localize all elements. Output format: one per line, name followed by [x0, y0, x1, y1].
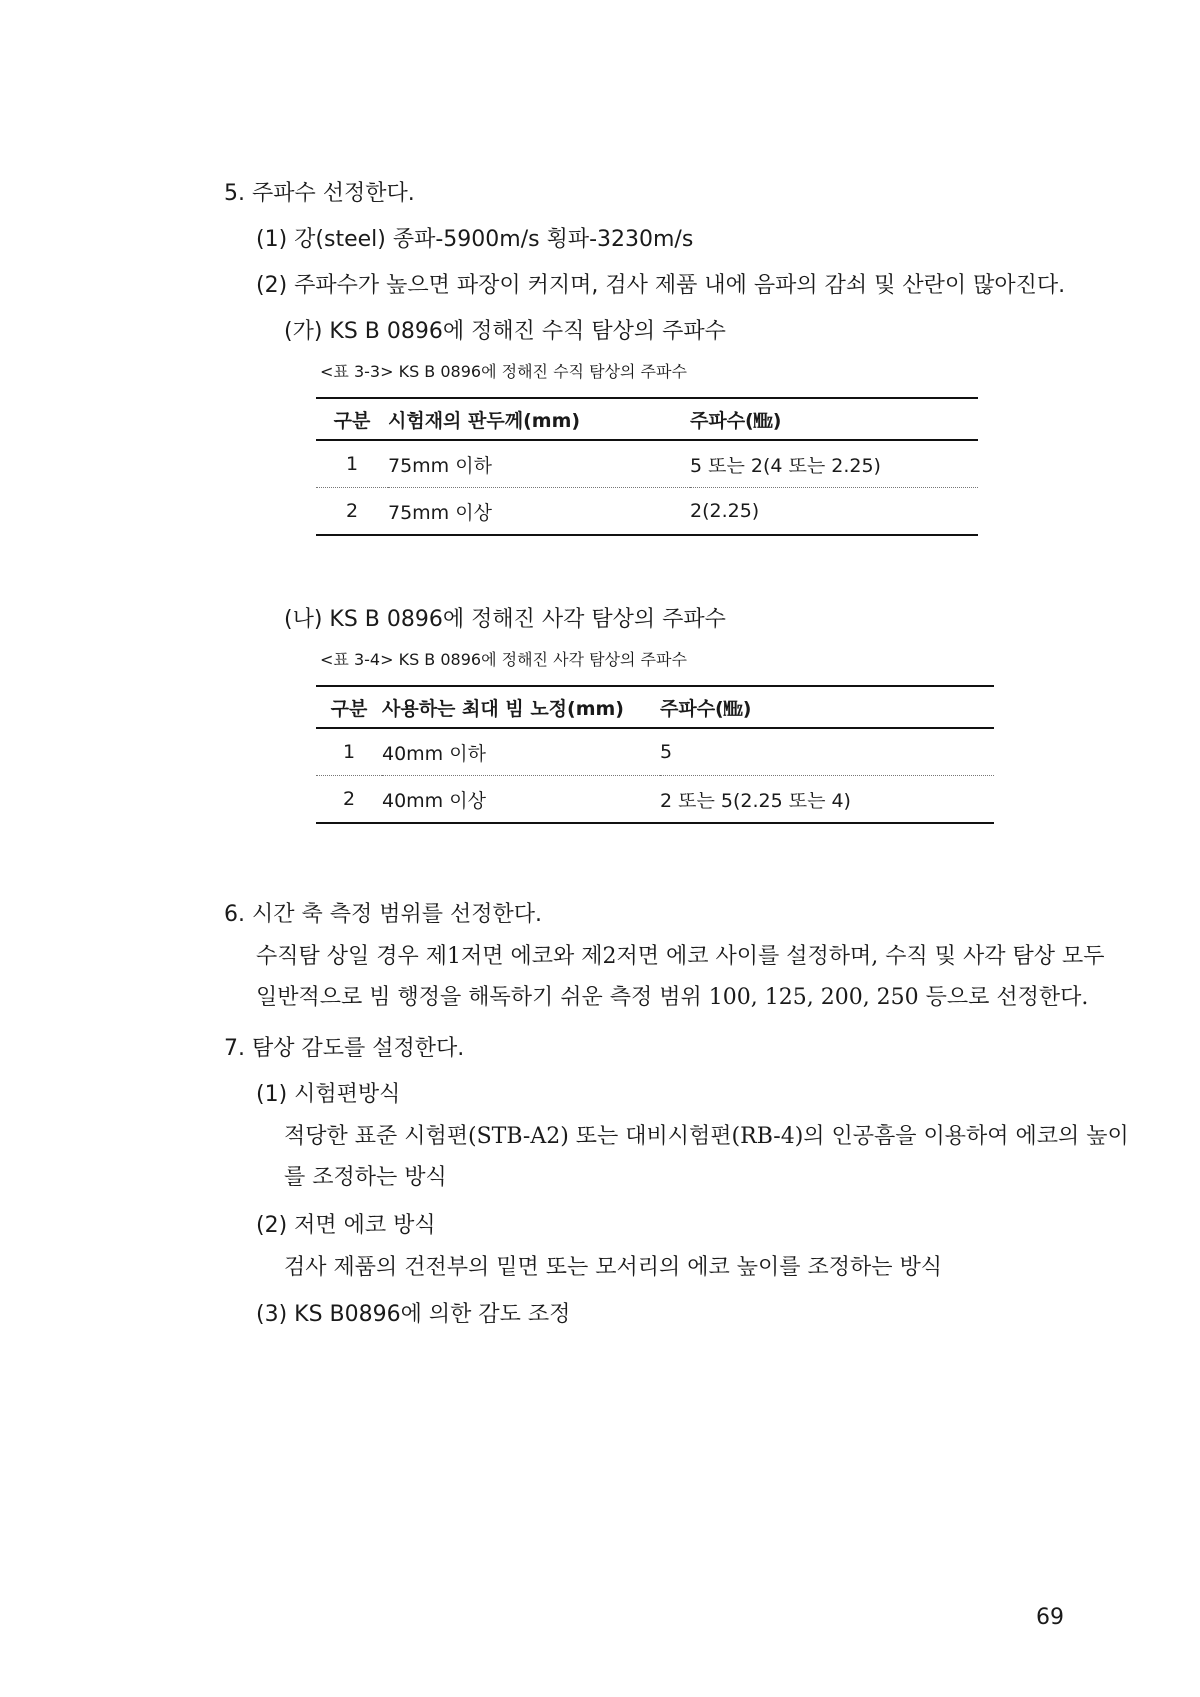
table-3-3-caption: <표 3-3> KS B 0896에 정해진 수직 탐상의 주파수 [320, 362, 687, 381]
section7-item1-text-line2: 를 조정하는 방식 [284, 1165, 447, 1190]
table-cell: 75mm 이하 [388, 440, 690, 488]
table-cell: 40mm 이상 [382, 789, 486, 812]
table-cell: 5 또는 2(4 또는 2.25) [690, 440, 978, 488]
table-cell: 5 [660, 728, 994, 776]
table-header-cell: 주파수(㎒) [660, 686, 994, 728]
table-row [316, 488, 978, 536]
subsection-a-heading: (가) KS B 0896에 정해진 수직 탐상의 주파수 [284, 319, 726, 344]
table-header-cell: 사용하는 최대 빔 노정(mm) [382, 686, 660, 728]
table-cell: 1 [316, 440, 388, 488]
table-cell: 40mm 이하 [382, 728, 660, 776]
table-header-cell: 주파수(㎒) [690, 398, 978, 440]
table-cell: 2 [342, 788, 356, 810]
table-row [316, 440, 978, 488]
table-cell: 2 또는 5(2.25 또는 4) [660, 789, 851, 812]
table-3-3 [316, 397, 978, 536]
table-header-row [316, 398, 978, 440]
section5-heading: 5. 주파수 선정한다. [224, 181, 415, 206]
section7-heading: 7. 탐상 감도를 설정한다. [224, 1036, 465, 1061]
section7-item3: (3) KS B0896에 의한 감도 조정 [256, 1302, 571, 1327]
table-3-4-caption: <표 3-4> KS B 0896에 정해진 사각 탐상의 주파수 [320, 650, 687, 669]
section6-heading: 6. 시간 축 측정 범위를 선정한다. [224, 902, 542, 927]
section6-paragraph-line2: 일반적으로 빔 행정을 해독하기 쉬운 측정 범위 100, 125, 200, 250 등으로 선정한다. [256, 985, 1089, 1010]
table-cell: 2(2.25) [690, 500, 760, 522]
table-row [316, 776, 994, 824]
table-cell: 2 [345, 500, 359, 522]
table-header-cell: 시험재의 판두께(mm) [388, 398, 690, 440]
table-cell: 1 [316, 728, 382, 776]
section6-paragraph-line1: 수직탐 상일 경우 제1저면 에코와 제2저면 에코 사이를 설정하며, 수직 및 사각 탐상 모두 [256, 944, 1105, 969]
page-number: 69 [1036, 1605, 1064, 1630]
table-cell: 75mm 이상 [388, 501, 492, 524]
subsection-b-heading: (나) KS B 0896에 정해진 사각 탐상의 주파수 [284, 607, 726, 632]
table-3-4 [316, 685, 994, 824]
table-row [316, 728, 994, 776]
section7-item2-text: 검사 제품의 건전부의 밑면 또는 모서리의 에코 높이를 조정하는 방식 [284, 1255, 942, 1280]
table-header-cell: 구분 [316, 686, 382, 728]
table-header-cell: 구분 [316, 398, 388, 440]
section5-item1: (1) 강(steel) 종파-5900m/s 횡파-3230m/s [256, 227, 694, 252]
section7-item1-text-line1: 적당한 표준 시험편(STB-A2) 또는 대비시험편(RB-4)의 인공흠을 이용하여 에코의 높이 [284, 1124, 1129, 1149]
table-header-row [316, 686, 994, 728]
section7-item2: (2) 저면 에코 방식 [256, 1213, 436, 1238]
section7-item1: (1) 시험편방식 [256, 1082, 401, 1107]
section5-item2: (2) 주파수가 높으면 파장이 커지며, 검사 제품 내에 음파의 감쇠 및 산란이 많아진다. [256, 273, 1066, 298]
